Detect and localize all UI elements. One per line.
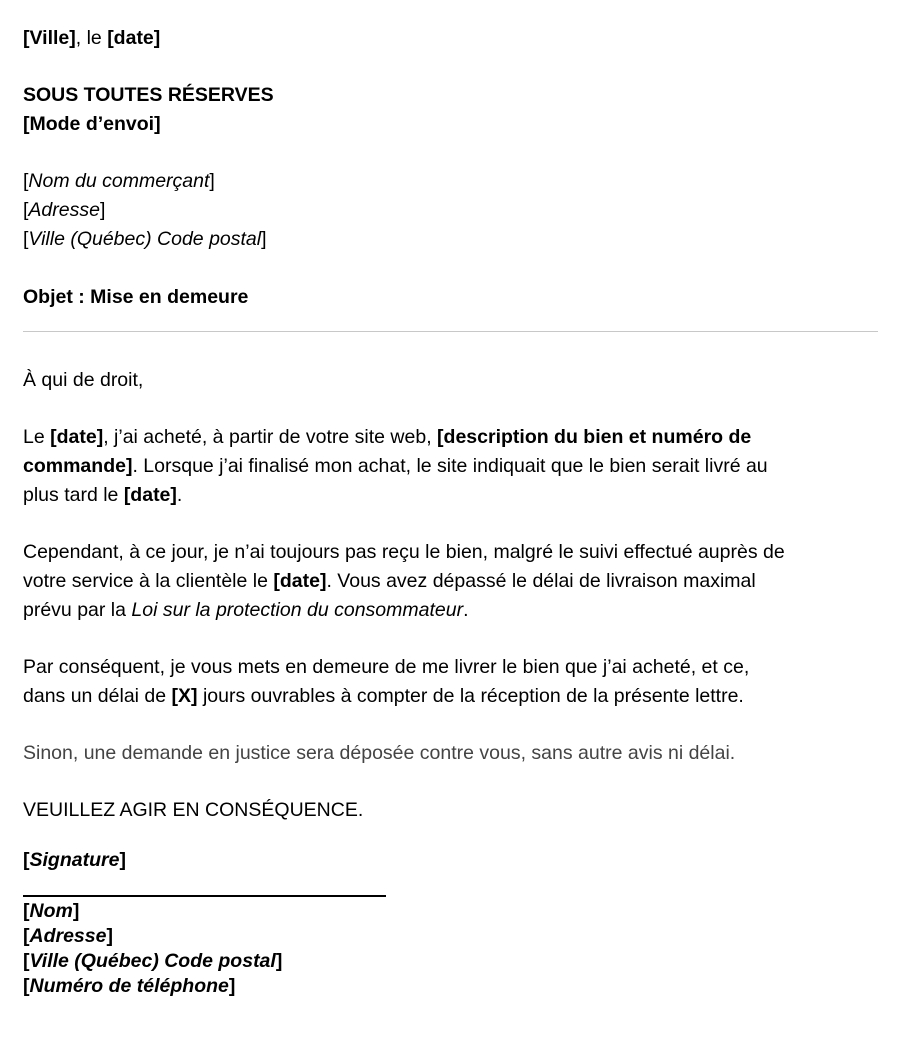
text: dans un délai de [23,685,172,707]
date-placeholder: [date] [273,570,327,592]
paragraph-1-line-1 [23,423,751,452]
bracket-close: ] [72,900,80,922]
sender-city-text: Ville (Québec) Code postal [29,950,276,972]
law-title: Loi sur la protection du consommateur [131,599,464,621]
paragraph-2-line-1: Cependant, à ce jour, je n’ai toujours pas reçu le bien, malgré le suivi effectué auprès de [23,541,785,563]
bracket-close: ] [99,199,106,221]
recipient-name [23,167,215,196]
bracket-close: ] [106,925,113,947]
paragraph-2-line-3 [23,596,469,625]
text: Le [23,426,51,448]
city-placeholder: [Ville] [23,27,76,49]
text: prévu par la [23,599,132,621]
bracket-open: [ [23,950,30,972]
sender-name [23,899,79,924]
recipient-city-text: Ville (Québec) Code postal [28,228,262,250]
recipient-name-text: Nom du commerçant [28,170,210,192]
sender-address-text: Adresse [29,925,107,947]
bracket-close: ] [209,170,215,192]
text: . Vous avez dépassé le délai de livraison maximal [326,570,756,592]
greeting: À qui de droit, [23,369,144,391]
paragraph-1-line-2 [23,452,768,481]
sender-phone-text: Numéro de téléphone [29,975,229,997]
text: . Lorsque j’ai finalisé mon achat, le site indiquait que le bien serait livré au [132,455,768,477]
reserve-line: SOUS TOUTES RÉSERVES [23,84,274,106]
mode-envoi-line: [Mode d’envoi] [23,113,161,135]
text: votre service à la clientèle le [23,570,274,592]
text: . [463,599,469,621]
text: plus tard le [23,484,124,506]
text: jours ouvrables à compter de la réception de la présente lettre. [197,685,744,707]
text: . [176,484,183,506]
days-placeholder: [X] [171,685,198,707]
bracket-close: ] [275,950,283,972]
bracket-close: ] [228,975,236,997]
bracket-open: [ [23,925,30,947]
bracket-open: [ [23,900,30,922]
signature-line [23,895,386,897]
signature-label [23,846,126,875]
place-date-line [23,24,160,53]
signature-text: Signature [29,849,120,871]
sender-city [23,949,282,974]
bracket-open: [ [23,849,30,871]
bracket-open: [ [23,975,30,997]
paragraph-4: Sinon, une demande en justice sera déposée contre vous, sans autre avis ni délai. [23,742,736,764]
paragraph-3-line-1: Par conséquent, je vous mets en demeure de me livrer le bien que j’ai acheté, et ce, [23,656,750,678]
sender-address [23,924,113,949]
date-placeholder: [date] [107,27,161,49]
bracket-close: ] [119,849,126,871]
text: , j’ai acheté, à partir de votre site web, [103,426,438,448]
date-placeholder: [date] [123,484,177,506]
divider [23,331,878,332]
bracket-open: [ [23,228,29,250]
recipient-city [23,225,267,254]
paragraph-2-line-2 [23,567,756,596]
recipient-address [23,196,105,225]
subject-line: Objet : Mise en demeure [23,286,249,308]
paragraph-3-line-2 [23,682,744,711]
closing-line: VEUILLEZ AGIR EN CONSÉQUENCE. [23,799,364,821]
date-placeholder: [date] [50,426,104,448]
paragraph-1-line-3 [23,481,182,510]
bracket-open: [ [23,170,29,192]
description-placeholder: [description du bien et numéro de [437,426,752,448]
sender-name-text: Nom [29,900,73,922]
recipient-address-text: Adresse [28,199,100,221]
description-placeholder: commande] [23,455,133,477]
bracket-close: ] [261,228,267,250]
sender-phone [23,974,235,999]
bracket-open: [ [23,199,29,221]
le-text: , le [75,27,108,49]
